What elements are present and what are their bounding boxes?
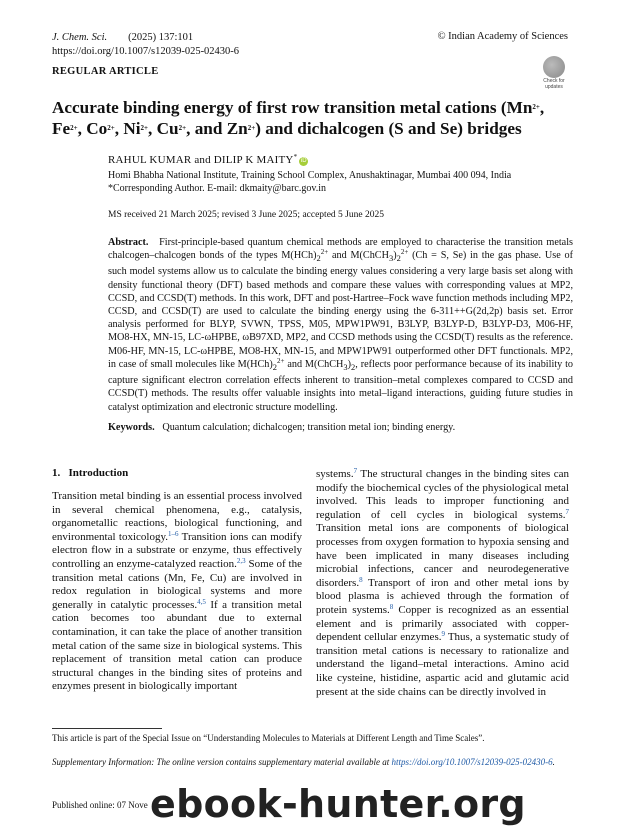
corresponding-author: *Corresponding Author. E-mail: dkmaity@barc.gov.in	[108, 183, 326, 194]
doi-link[interactable]: https://doi.org/10.1007/s12039-025-02430-6	[52, 46, 240, 57]
body-column-right: systems.$^7$ The structural changes in the binding sites can modify the biochemical cycles of the physiological metal involved. This leads to improper functioning and regulation of cell cycles in biological systems.$^7$ Transition metal ions are components of biological processes from oxygen formation to hypoxia sensing and have been implicated in many diseases including microbial infections, cancer and neurodegenerative disorders.$^8$ Transport of iron and other metal ions by blood plasma is achieved through the formation of protein systems.$^8$ Copper is recognized as an essential element and is primarily associated with copper-dependent cellular enzymes.$^9$ Thus, a systematic study of transition metal cations is necessary to rationalize and understand the ligand–metal interactions. Amino acid like cysteine, histidine, aspartic acid and glutamic acid present at the side chains can be directly involved in	[316, 467, 569, 698]
citation-link[interactable]: 7	[353, 467, 358, 475]
keywords: Keywords. Quantum calculation; dichalcogen; transition metal ion; binding energy.	[108, 422, 456, 433]
citation-link[interactable]: 1–6	[168, 529, 179, 538]
watermark: ebook-hunter.org	[150, 782, 526, 826]
journal-citation	[52, 31, 239, 59]
citation-link[interactable]: 2,3	[236, 556, 246, 565]
manuscript-dates: MS received 21 March 2025; revised 3 June 2025; accepted 5 June 2025	[108, 210, 384, 220]
abstract-label: Abstract.	[108, 237, 149, 248]
affiliation: Homi Bhabha National Institute, Training School Complex, Anushaktinagar, Mumbai 400 094, India *Corresponding Author. E-mail: dkmaity@barc.gov.in	[108, 170, 512, 194]
check-updates-label: Check for updates	[543, 78, 565, 90]
section-heading: 1. Introduction	[52, 467, 129, 479]
supplementary-link[interactable]: https://doi.org/10.1007/s12039-025-02430-6	[391, 757, 553, 767]
citation-link[interactable]: 7	[565, 507, 569, 516]
article-type: REGULAR ARTICLE	[52, 66, 159, 77]
abstract: Abstract. First-principle-based quantum chemical methods are employed to characterise the transition metals chalcogen–chalcogen bonds of the types $M(HCh)_2^{2+}$ and $M(ChCH_3)_2^{2+}$ (Ch = S, Se) in the gas phase. Use of such model systems allow us to calculate the binding energy values considering a very large basis set along with density functional theory (DFT) based methods and compare these values with corresponding values at MP2, CCSD, and CCSD(T) methods. In this work, DFT and post-Hartree–Fock wave function methods including MP2, CCSD, and CCSD(T) are used to calculate the binding energy using the 6-311++G(2d,2p) basis set. Error analysis performed for BLYP, SVWN, TPSS, M05, MPW1PW91, B3LYP, B3LYP-D, B3LYP-D3, M06-HF, MO8-HX, MN-15, LC-ωHPBE, ωB97XD, MP2, and CCSD methods using the CCSD(T) results as the reference. M06-HF, MN-15, LC-ωHPBE, MO8-HX, MN-15, and MPW1PW91 outperformed other DFT functionals. MP2, in case of small molecules like $M(HCh)_2^{2+}$ and $M(ChCH_3)_2$, reflects poor performance because of its inability to capture significant electron correlation effects inherent to transition–metal complexes compared to CCSD and CCSD(T) methods. The results offer valuable insights into metal–ligand interactions, guiding future studies in catalyst optimization and electronic structure modelling.	[108, 237, 574, 413]
publisher-notice: © Indian Academy of Sciences	[437, 31, 568, 42]
footnote-divider	[52, 728, 162, 729]
journal-name: J. Chem. Sci.	[52, 32, 108, 43]
orcid-icon[interactable]: iD	[300, 158, 307, 164]
journal-volume: (2025) 137:101	[128, 32, 194, 43]
citation-link[interactable]: 8	[389, 602, 394, 611]
published-date: Published online: 07 Nove	[52, 800, 148, 810]
citation-link[interactable]: 9	[441, 630, 445, 639]
article-title: Accurate binding energy of first row transition metal cations ($Mn^{2+}$, $Fe^{2+}$, $Co^{2+}$, $Ni^{2+}$, $Cu^{2+}$, and $Zn^{2+}$) and dichalcogen (S and Se) bridges	[52, 98, 545, 138]
keywords-label: Keywords.	[108, 422, 155, 433]
body-column-left: Transition metal binding is an essential process involved in several chemical phenomena, e.g., catalysis, organometallic reactions, biological functioning, and environmental toxicology.$^{1-6}$ Transition ions can modify electron flow in a substrate or enzyme, thus effectively controlling an enzyme-catalyzed reaction.$^{2,3}$ Some of the transition metal cations (Mn, Fe, Cu) are involved in redox regulation in biological systems and more generally in catalytic processes.$^{4,5}$ If a transition metal cation becomes too abundant due to external contamination, it can take the place of another transition metal cation of the same size in biological systems. This replacement of transition metal cation can produce structural changes in the binding sites of proteins and enzymes present in biologically important	[52, 490, 302, 693]
supplementary-note: Supplementary Information: The online version contains supplementary material available at https://doi.org/10.1007/s12039-025-02430-6.	[52, 757, 555, 767]
special-issue-note: This article is part of the Special Issue on “Understanding Molecules to Materials at Different Length and Time Scales”.	[52, 733, 485, 743]
citation-link[interactable]: 8	[359, 575, 363, 584]
citation-link[interactable]: 4,5	[197, 597, 206, 606]
check-updates-icon	[543, 56, 565, 78]
check-for-updates-badge[interactable]	[537, 56, 571, 92]
author-list: RAHUL KUMAR and DILIP K MAITY* iD	[108, 153, 307, 166]
